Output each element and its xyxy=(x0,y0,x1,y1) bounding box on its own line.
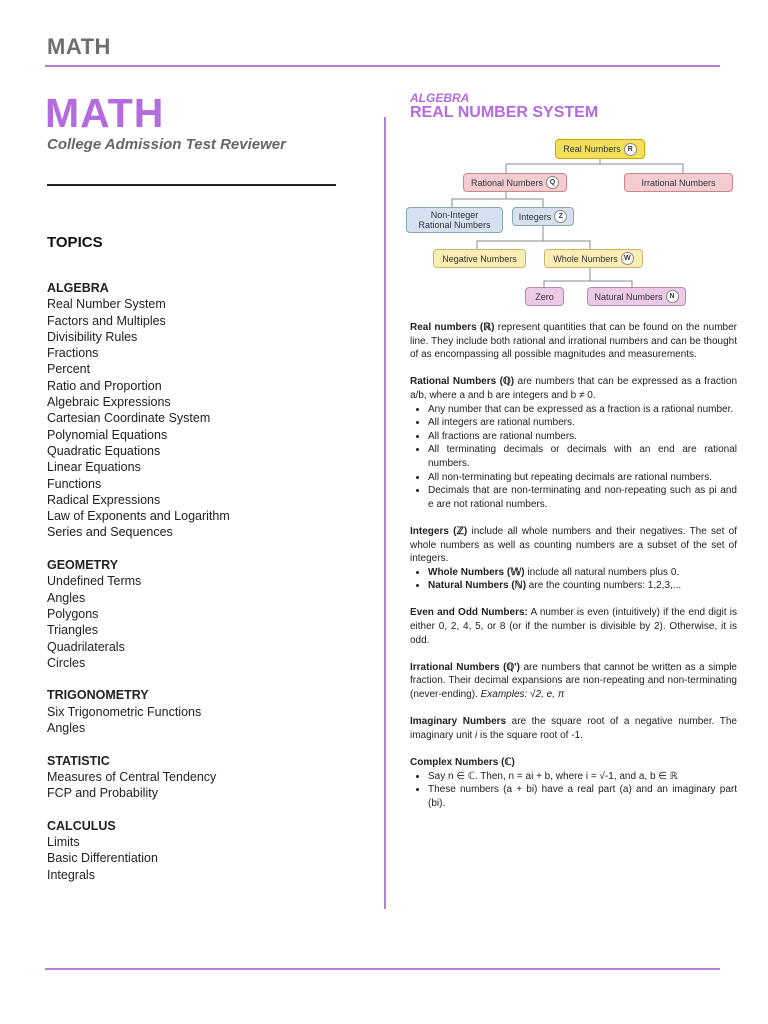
diagram-negative-numbers: Negative Numbers xyxy=(433,249,526,268)
column-divider xyxy=(384,117,386,909)
topic-item[interactable]: Quadrilaterals xyxy=(47,639,125,654)
topic-item[interactable]: Basic Differentiation xyxy=(47,851,158,866)
topic-section xyxy=(47,280,367,541)
topic-item[interactable]: Cartesian Coordinate System xyxy=(47,411,211,426)
cover-subtitle: College Admission Test Reviewer xyxy=(47,136,286,153)
even-odd-paragraph: Even and Odd Numbers: A number is even (intuitively) if the end digit is either 0, 2, 4, 5, or 8 (or if the number is divisible by 2). Otherwise, it is odd. xyxy=(410,607,737,646)
complex-heading: Complex Numbers (ℂ) xyxy=(410,757,515,768)
topic-section-heading: GEOMETRY xyxy=(47,558,119,573)
list-item: • Decimals that are non-terminating and non-repeating such as pi and e are not rational numbers. xyxy=(428,484,737,511)
topic-item[interactable]: Undefined Terms xyxy=(47,574,142,589)
integers-paragraph: Integers (ℤ) include all whole numbers and their negatives. The set of whole numbers as well as counting numbers are a subset of the set of integers. xyxy=(410,525,737,565)
article-title: REAL NUMBER SYSTEM xyxy=(410,104,599,121)
list-item: • All integers are rational numbers. xyxy=(428,416,737,430)
cover-divider xyxy=(47,184,336,186)
topic-item[interactable]: Functions xyxy=(47,476,102,491)
imaginary-paragraph: Imaginary Numbers are the square root of a negative number. The imaginary unit i is the square root of -1. xyxy=(410,716,737,741)
rational-list xyxy=(410,403,737,512)
topic-section-heading: TRIGONOMETRY xyxy=(47,688,149,703)
topic-section-heading: ALGEBRA xyxy=(47,281,109,295)
list-item: • All fractions are rational numbers. xyxy=(428,430,737,444)
topic-item[interactable]: Measures of Central Tendency xyxy=(47,769,217,784)
topic-item[interactable]: Limits xyxy=(47,835,80,850)
list-item: • These numbers (a + bi) have a real part (a) and an imaginary part (bi). xyxy=(428,783,737,810)
topic-item[interactable]: FCP and Probability xyxy=(47,786,158,801)
topic-item[interactable]: Algebraic Expressions xyxy=(47,395,171,410)
topic-section xyxy=(47,753,367,802)
diagram-irrational-numbers: Irrational Numbers xyxy=(624,173,733,192)
topic-item[interactable]: Real Number System xyxy=(47,297,166,312)
topic-section xyxy=(47,818,367,883)
topic-item[interactable]: Angles xyxy=(47,721,86,736)
real-numbers-paragraph: Real numbers (ℝ) represent quantities that can be found on the number line. They include both rational and irrational numbers and can be thought of as encompassing all possible magnitudes and measurements. xyxy=(410,322,737,361)
irrational-paragraph: Irrational Numbers (ℚ') are numbers that cannot be written as a simple fraction. Their decimal expansions are non-repeating and non-terminating (never-ending). Examples: √2, e, π xyxy=(410,661,737,701)
topic-item[interactable]: Quadratic Equations xyxy=(47,443,161,458)
topic-item[interactable]: Six Trigonometric Functions xyxy=(47,704,202,719)
list-item: • All non-terminating but repeating decimals are rational numbers. xyxy=(428,471,737,485)
topic-item[interactable]: Fractions xyxy=(47,346,99,361)
diagram-non-integer: Non-Integer Rational Numbers xyxy=(406,207,503,233)
topic-item[interactable]: Integrals xyxy=(47,867,95,882)
topic-item[interactable]: Angles xyxy=(47,590,86,605)
integers-list xyxy=(410,566,737,593)
rational-numbers-paragraph: Rational Numbers (ℚ) are numbers that can be expressed as a fraction a/b, where a and b are integers and b ≠ 0. xyxy=(410,376,738,401)
diagram-real-numbers: Real Numbers R xyxy=(555,139,645,159)
diagram-zero: Zero xyxy=(525,287,564,306)
header-divider xyxy=(45,65,720,67)
diagram-natural-numbers: Natural Numbers N xyxy=(587,287,686,306)
diagram-rational-numbers: Rational Numbers Q xyxy=(463,173,567,192)
topic-item[interactable]: Law of Exponents and Logarithm xyxy=(47,509,230,524)
topic-item[interactable]: Triangles xyxy=(47,623,98,638)
topic-item[interactable]: Polygons xyxy=(47,606,99,621)
header-title: MATH xyxy=(47,34,111,59)
diagram-whole-numbers: Whole Numbers W xyxy=(544,249,643,268)
topic-item[interactable]: Ratio and Proportion xyxy=(47,378,162,393)
topic-item[interactable]: Circles xyxy=(47,655,86,670)
topic-item[interactable]: Series and Sequences xyxy=(47,525,173,540)
topic-item[interactable]: Polynomial Equations xyxy=(47,427,168,442)
topic-section-heading: STATISTIC xyxy=(47,753,110,768)
cover-title: MATH xyxy=(45,90,165,136)
footer-divider xyxy=(45,968,720,970)
topic-item[interactable]: Factors and Multiples xyxy=(47,313,166,328)
topic-item[interactable]: Divisibility Rules xyxy=(47,329,138,344)
diagram-integers: Integers Z xyxy=(512,207,574,226)
list-item: • Any number that can be expressed as a fraction is a rational number. xyxy=(428,403,737,417)
list-item: • All terminating decimals or decimals with an end are rational numbers. xyxy=(428,443,737,470)
topics-heading: TOPICS xyxy=(47,234,103,251)
topic-section xyxy=(47,557,367,671)
topic-item[interactable]: Percent xyxy=(47,362,91,377)
list-item: • Say n ∈ ℂ. Then, n = ai + b, where i = √-1, and a, b ∈ ℝ xyxy=(428,770,737,784)
list-item: • Whole Numbers (𝕎) include all natural numbers plus 0. xyxy=(428,566,737,580)
article-body xyxy=(410,321,737,824)
complex-list xyxy=(410,770,737,811)
article-category: ALGEBRA xyxy=(410,91,470,105)
topic-section-heading: CALCULUS xyxy=(47,818,116,833)
topic-item[interactable]: Radical Expressions xyxy=(47,492,161,507)
topics-list xyxy=(47,280,367,899)
list-item: • Natural Numbers (ℕ) are the counting numbers: 1,2,3,... xyxy=(428,579,737,593)
topic-section xyxy=(47,687,367,736)
topic-item[interactable]: Linear Equations xyxy=(47,460,141,475)
